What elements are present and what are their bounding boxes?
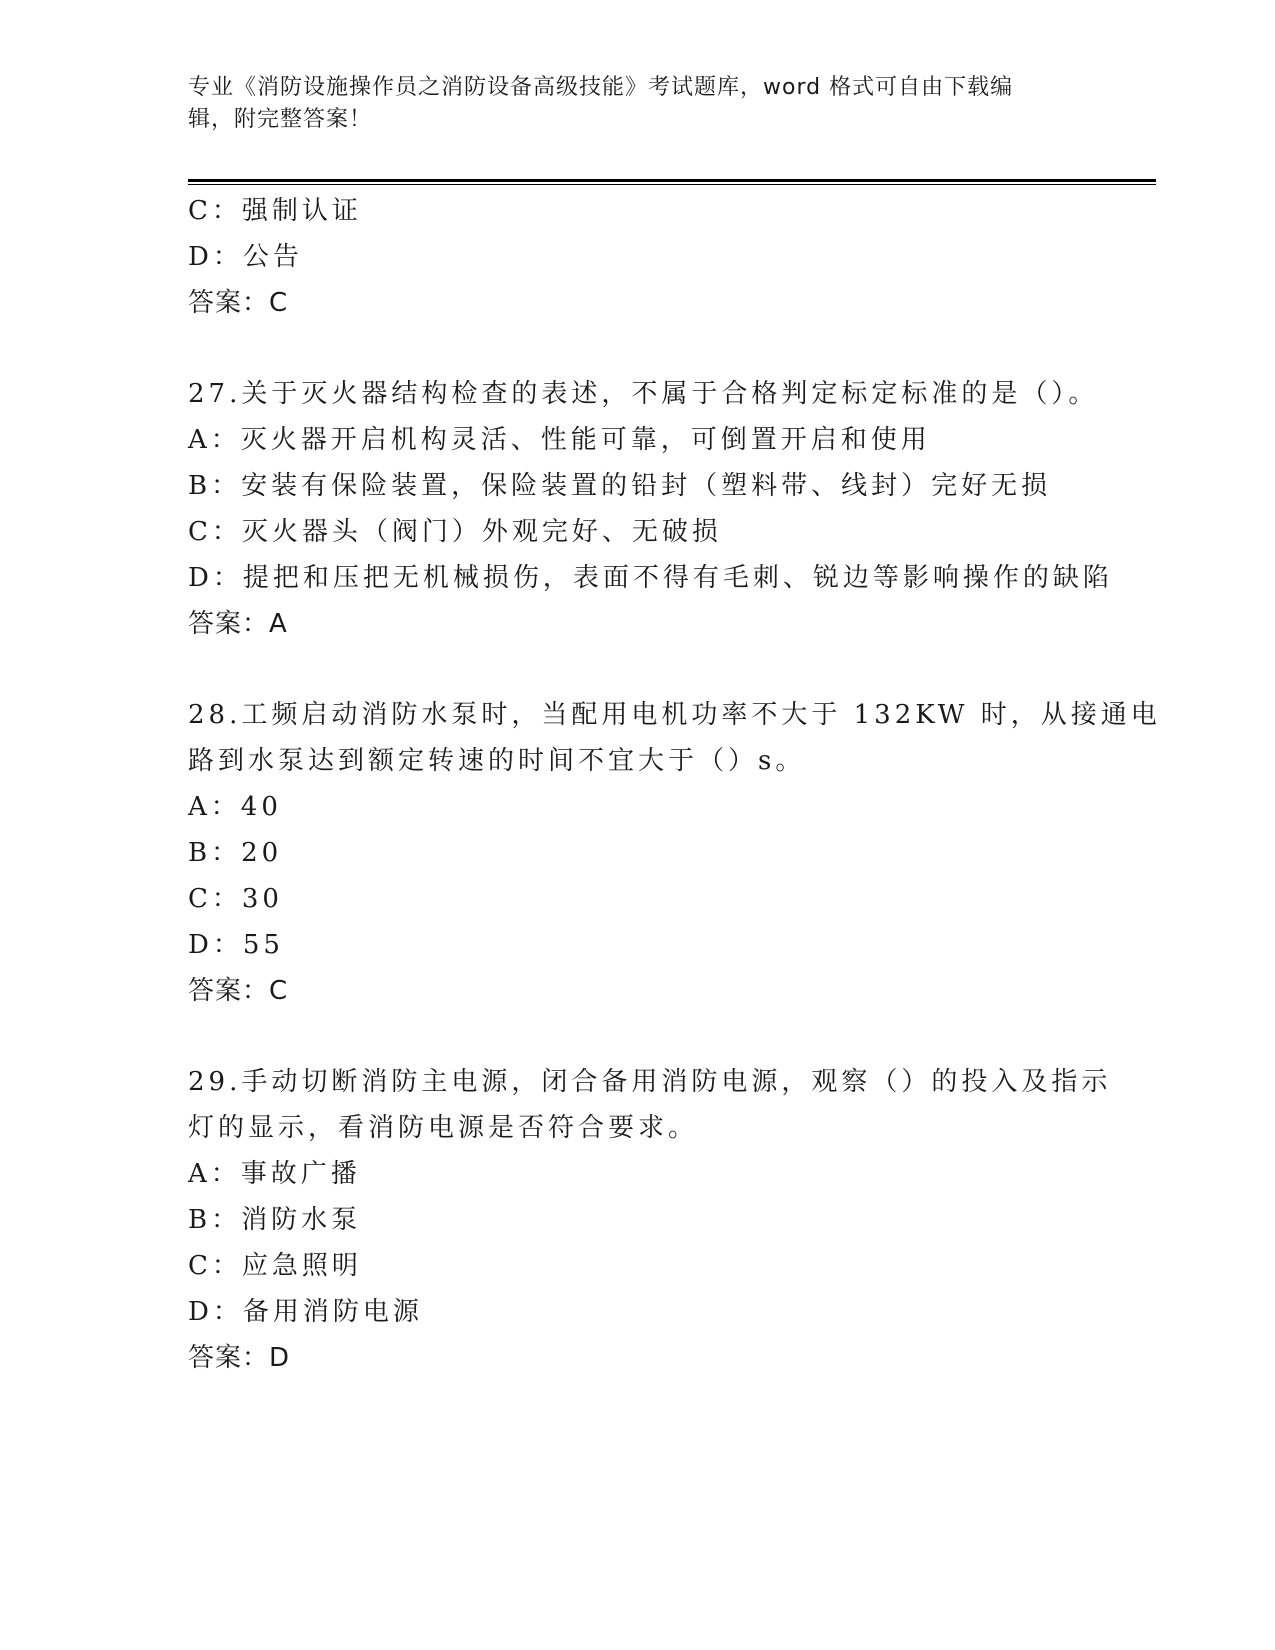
option-a: A：灭火器开启机构灵活、性能可靠，可倒置开启和使用 <box>188 425 931 455</box>
question-text: 27.关于灭火器结构检查的表述，不属于合格判定标定标准的是（）。 <box>188 379 1099 409</box>
question-26-tail <box>188 188 1088 326</box>
question-text-line-2: 路到水泵达到额定转速的时间不宜大于（）s。 <box>188 746 806 776</box>
header-line-1: 专业《消防设施操作员之消防设备高级技能》考试题库，word 格式可自由下载编 <box>188 75 1014 100</box>
option-d: D：提把和压把无机械损伤，表面不得有毛刺、锐边等影响操作的缺陷 <box>188 563 1113 593</box>
option-c: C：应急照明 <box>188 1251 362 1281</box>
document-header <box>188 72 1068 136</box>
option-b: B：安装有保险装置，保险装置的铅封（塑料带、线封）完好无损 <box>188 471 1052 501</box>
answer-label: 答案：D <box>188 1343 291 1373</box>
answer-label: 答案：A <box>188 609 288 639</box>
option-b: B：消防水泵 <box>188 1205 362 1235</box>
option-a: A：40 <box>188 792 282 822</box>
answer-label: 答案：C <box>188 976 289 1006</box>
option-c: C：灭火器头（阀门）外观完好、无破损 <box>188 517 722 547</box>
option-b: B：20 <box>188 838 283 868</box>
answer-label: 答案：C <box>188 288 289 318</box>
option-a: A：事故广播 <box>188 1159 361 1189</box>
question-text-line-2: 灯的显示，看消防电源是否符合要求。 <box>188 1113 699 1143</box>
question-27 <box>188 371 1113 647</box>
question-29 <box>188 1059 1112 1381</box>
option-d: D：公告 <box>188 242 303 272</box>
header-divider-thick <box>188 179 1156 182</box>
spacer <box>188 647 1088 692</box>
question-text-line-1: 29.手动切断消防主电源，闭合备用消防电源，观察（）的投入及指示 <box>188 1067 1112 1097</box>
option-d: D：备用消防电源 <box>188 1297 423 1327</box>
spacer <box>188 1014 1088 1059</box>
header-divider-thin <box>188 184 1156 185</box>
header-line-2: 辑，附完整答案！ <box>188 107 373 132</box>
option-c: C：30 <box>188 884 283 914</box>
spacer <box>188 326 1088 371</box>
option-d: D：55 <box>188 930 284 960</box>
question-28 <box>188 692 1161 1014</box>
question-text-line-1: 28.工频启动消防水泵时，当配用电机功率不大于 132KW 时，从接通电 <box>188 700 1161 730</box>
question-list <box>188 188 1161 1381</box>
option-c: C：强制认证 <box>188 196 362 226</box>
